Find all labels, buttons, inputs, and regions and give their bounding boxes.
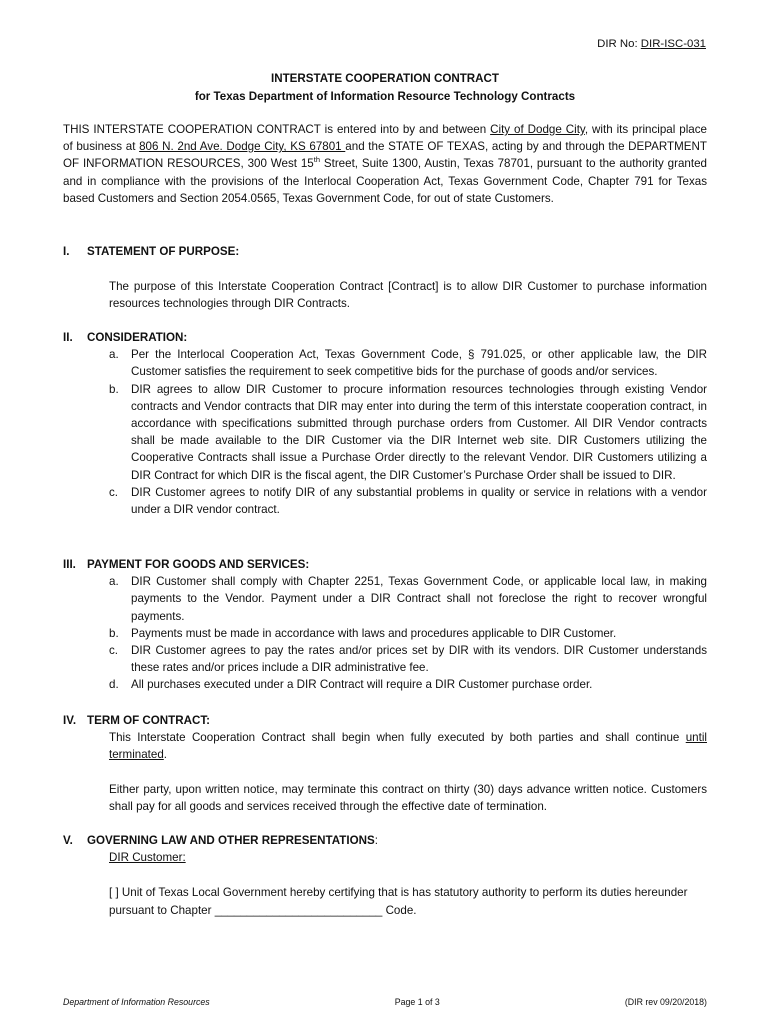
term-text-end: . — [163, 748, 168, 762]
list-item — [109, 676, 707, 693]
item-letter: d. — [109, 678, 119, 692]
section-title: STATEMENT OF PURPOSE: — [87, 245, 240, 258]
party-name: City of Dodge City — [490, 123, 585, 136]
intro-text-3: and the STATE OF TEXAS, acting by and through the DEPARTMENT OF INFORMATION RESOURCES, 300 West 15 — [63, 140, 707, 171]
list-item — [109, 381, 707, 484]
document-number — [597, 36, 706, 53]
title-line-2: for Texas Department of Information Resource Technology Contracts — [194, 89, 576, 103]
item-text: DIR Customer agrees to pay the rates and/or prices set by DIR with its vendors. DIR Customer understands these rates and/or prices include a DIR administrative fee. — [131, 644, 707, 675]
item-letter: c. — [109, 485, 119, 499]
item-text: Payments must be made in accordance with laws and procedures applicable to DIR Customer. — [131, 626, 617, 640]
section-payment — [63, 556, 707, 694]
section-heading — [63, 243, 707, 260]
list-item — [109, 484, 707, 518]
term-text: This Interstate Cooperation Contract shall begin when fully executed by both parties and shall continue — [109, 731, 686, 745]
item-letter: b. — [109, 626, 119, 640]
doc-no-value: DIR-ISC-031 — [640, 38, 706, 50]
consideration-list — [109, 346, 707, 518]
list-item — [109, 642, 707, 676]
section-heading — [63, 712, 707, 729]
section-governing-law — [63, 832, 707, 919]
item-text: DIR agrees to allow DIR Customer to procure information resources technologies through existing Vendor contracts and Vendor contracts that DIR may enter into during the term of this interstate cooperation contract, in accordance with specifications submitted through purchase orders from Customer. All DIR Vendor contracts shall be made available to the DIR Customer via the DIR Internet web site. DIR Customers utilizing the Cooperative Contracts shall issue a Purchase Order directly to the relevant Vendor. DIR Customers utilizing a DIR Contract for which DIR is the fiscal agent, the DIR Customer’s Purchase Order shall be issued to DIR. — [131, 382, 707, 482]
item-letter: a. — [109, 348, 119, 362]
section-number: IV. — [63, 714, 77, 727]
item-text: DIR Customer agrees to notify DIR of any substantial problems in quality or service in relations with a vendor under a DIR vendor contract. — [131, 485, 707, 517]
footer-page-number: Page 1 of 3 — [394, 997, 440, 1007]
section-number: I. — [63, 245, 70, 258]
section-heading — [63, 329, 707, 346]
intro-paragraph — [63, 121, 707, 207]
document-title — [0, 70, 770, 105]
footer-revision: (DIR rev 09/20/2018) — [624, 997, 707, 1007]
term-paragraph-1 — [109, 729, 707, 763]
item-letter: c. — [109, 644, 119, 658]
term-paragraph-2: Either party, upon written notice, may terminate this contract on thirty (30) days advance written notice. Customers shall pay for all goods and services received through the effective date of termination. — [109, 782, 707, 813]
item-letter: a. — [109, 575, 119, 589]
section-consideration — [63, 329, 707, 518]
section-term — [63, 712, 707, 815]
list-item — [109, 573, 707, 625]
section-title: GOVERNING LAW AND OTHER REPRESENTATIONS — [87, 834, 375, 847]
list-item — [109, 625, 707, 642]
intro-superscript: th — [313, 155, 321, 165]
item-letter: b. — [109, 382, 119, 396]
payment-list — [109, 573, 707, 693]
term-underlined: until terminated — [109, 731, 707, 762]
certification-paragraph: [ ] Unit of Texas Local Government hereby certifying that is has statutory authority to perform its duties hereunder pursuant to Chapter __________________________ Code. — [109, 886, 688, 917]
dir-customer-subheading: DIR Customer: — [109, 851, 186, 865]
section-title-colon: : — [374, 834, 378, 847]
title-line-1: INTERSTATE COOPERATION CONTRACT — [270, 72, 499, 85]
party-address: 806 N. 2nd Ave. Dodge City, KS 67801 — [139, 140, 346, 154]
doc-no-label: DIR No: — [597, 38, 638, 50]
purpose-paragraph: The purpose of this Interstate Cooperation Contract [Contract] is to allow DIR Customer to purchase information resources technologies through DIR Contracts. — [109, 280, 707, 311]
item-text: DIR Customer shall comply with Chapter 2251, Texas Government Code, or applicable local law, in making payments to the Vendor. Payment under a DIR Contract shall not foreclose the right to recover wrongful payments. — [131, 575, 707, 623]
section-title: PAYMENT FOR GOODS AND SERVICES: — [87, 558, 310, 571]
intro-text-2: , with its principal place of business at — [63, 123, 707, 154]
intro-text-1: THIS INTERSTATE COOPERATION CONTRACT is entered into by and between — [63, 123, 491, 136]
item-text: Per the Interlocal Cooperation Act, Texas Government Code, § 791.025, or other applicable law, the DIR Customer satisfies the requirement to seek competitive bids for the purchase of goods and/or services. — [131, 348, 707, 379]
list-item — [109, 346, 707, 380]
section-title: TERM OF CONTRACT: — [87, 714, 211, 727]
section-title: CONSIDERATION: — [87, 331, 188, 344]
section-number: V. — [63, 834, 73, 847]
item-text: All purchases executed under a DIR Contract will require a DIR Customer purchase order. — [131, 678, 593, 692]
page-footer — [63, 994, 707, 1011]
intro-text-4: Street, Suite 1300, Austin, Texas 78701, pursuant to the authority granted and in compliance with the provisions of the Interlocal Cooperation Act, Texas Government Code, Chapter 791 for Texas based Customers and Section 2054.0565, Texas Government Code, for out of state Customers. — [63, 157, 707, 205]
section-number: III. — [63, 558, 76, 571]
section-heading — [63, 556, 707, 573]
section-statement-of-purpose — [63, 243, 707, 313]
section-number: II. — [63, 331, 73, 344]
section-heading — [63, 832, 707, 849]
footer-organization: Department of Information Resources — [63, 997, 210, 1007]
